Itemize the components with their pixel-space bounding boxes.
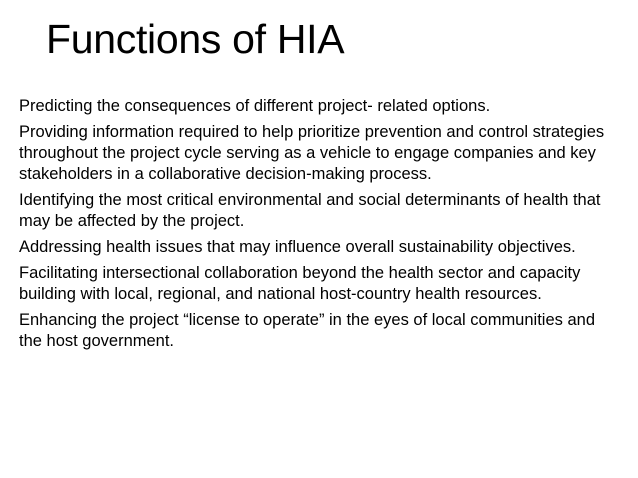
bullet-item-predicting: Predicting the consequences of different project- related options. <box>19 97 491 115</box>
bullet-item-providing-information: Providing information required to help prioritize prevention and control strategies throughout the project cycle serving as a vehicle to engage companies and key stakeholders in a collaborative decision-making process. <box>19 123 605 183</box>
bullet-item-enhancing-license: Enhancing the project “license to operate” in the eyes of local communities and the host government. <box>19 311 595 350</box>
bullet-item-addressing-health-issues: Addressing health issues that may influence overall sustainability objectives. <box>19 237 576 256</box>
bullet-item-facilitating-collaboration: Facilitating intersectional collaboration beyond the health sector and capacity building with local, regional, and national host-country health resources. <box>19 264 581 303</box>
bullet-item-identifying-determinants: Identifying the most critical environmental and social determinants of health that may be affected by the project. <box>19 190 601 230</box>
bullet-list <box>19 96 619 357</box>
slide-title: Functions of HIA <box>46 16 345 62</box>
